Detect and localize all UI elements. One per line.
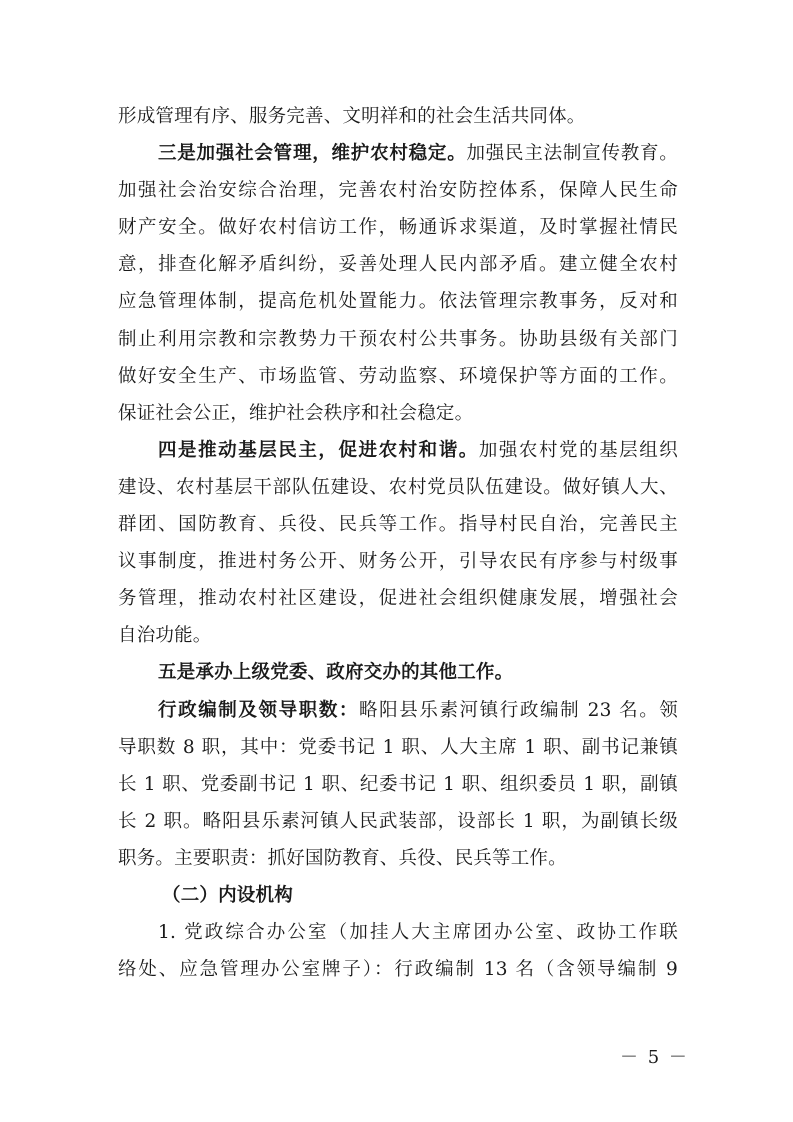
paragraph-line: 1. 党政综合办公室（加挂人大主席团办公室、政协工作联 bbox=[158, 922, 678, 944]
paragraph-line: 自治功能。 bbox=[118, 625, 212, 647]
paragraph-line: 财产安全。做好农村信访工作，畅通诉求渠道，及时掌握社情民 bbox=[118, 217, 678, 239]
paragraph-line bbox=[118, 135, 678, 172]
paragraph-line: 络处、应急管理办公室牌子）：行政编制 13 名（含领导编制 9 bbox=[118, 959, 678, 981]
paragraph-line: 长 2 职。略阳县乐素河镇人民武装部，设部长 1 职，为副镇长级 bbox=[118, 810, 678, 832]
paragraph-text: 略阳县乐素河镇行政编制 23 名。领 bbox=[359, 699, 678, 721]
paragraph-line bbox=[118, 692, 678, 729]
paragraph-line bbox=[118, 432, 678, 469]
paragraph-line: 议事制度，推进村务公开、财务公开，引导农民有序参与村级事 bbox=[118, 551, 678, 573]
paragraph-heading: 四是推动基层民主，促进农村和谐。 bbox=[158, 439, 479, 461]
paragraph-heading: 行政编制及领导职数： bbox=[158, 699, 360, 721]
paragraph-line: 形成管理有序、服务完善、文明祥和的社会生活共同体。 bbox=[118, 106, 586, 127]
page-number: － 5 － bbox=[620, 1047, 689, 1068]
paragraph-line: 长 1 职、党委副书记 1 职、纪委书记 1 职、组织委员 1 职，副镇 bbox=[118, 773, 678, 795]
paragraph-line: 意，排查化解矛盾纠纷，妥善处理人民内部矛盾。建立健全农村 bbox=[118, 254, 678, 276]
paragraph-line: 做好安全生产、市场监管、劳动监察、环境保护等方面的工作。 bbox=[118, 365, 678, 387]
paragraph-line: 加强社会治安综合治理，完善农村治安防控体系，保障人民生命 bbox=[118, 180, 678, 202]
paragraph-text: 加强农村党的基层组织 bbox=[478, 439, 678, 461]
paragraph-line: 群团、国防教育、兵役、民兵等工作。指导村民自治，完善民主 bbox=[118, 514, 678, 536]
paragraph-heading: 五是承办上级党委、政府交办的其他工作。 bbox=[158, 662, 514, 684]
paragraph-line bbox=[118, 654, 678, 691]
paragraph-line: 保证社会公正，维护社会秩序和社会稳定。 bbox=[118, 402, 474, 424]
paragraph-line: 制止利用宗教和宗教势力干预农村公共事务。协助县级有关部门 bbox=[118, 328, 678, 350]
paragraph-line: 应急管理体制，提高危机处置能力。依法管理宗教事务，反对和 bbox=[118, 291, 678, 313]
paragraph-line: 建设、农村基层干部队伍建设、农村党员队伍建设。做好镇人大、 bbox=[118, 476, 678, 498]
paragraph-line: 务管理，推动农村社区建设，促进社会组织健康发展，增强社会 bbox=[118, 588, 678, 610]
document-body bbox=[118, 98, 678, 988]
paragraph-text: 加强民主法制宣传教育。 bbox=[466, 143, 679, 165]
section-heading: （二）内设机构 bbox=[162, 884, 293, 906]
paragraph-line: 职务。主要职责：抓好国防教育、兵役、民兵等工作。 bbox=[118, 847, 567, 869]
paragraph-heading: 三是加强社会管理，维护农村稳定。 bbox=[158, 143, 467, 165]
paragraph-line: 导职数 8 职，其中：党委书记 1 职、人大主席 1 职、副书记兼镇 bbox=[118, 736, 678, 758]
